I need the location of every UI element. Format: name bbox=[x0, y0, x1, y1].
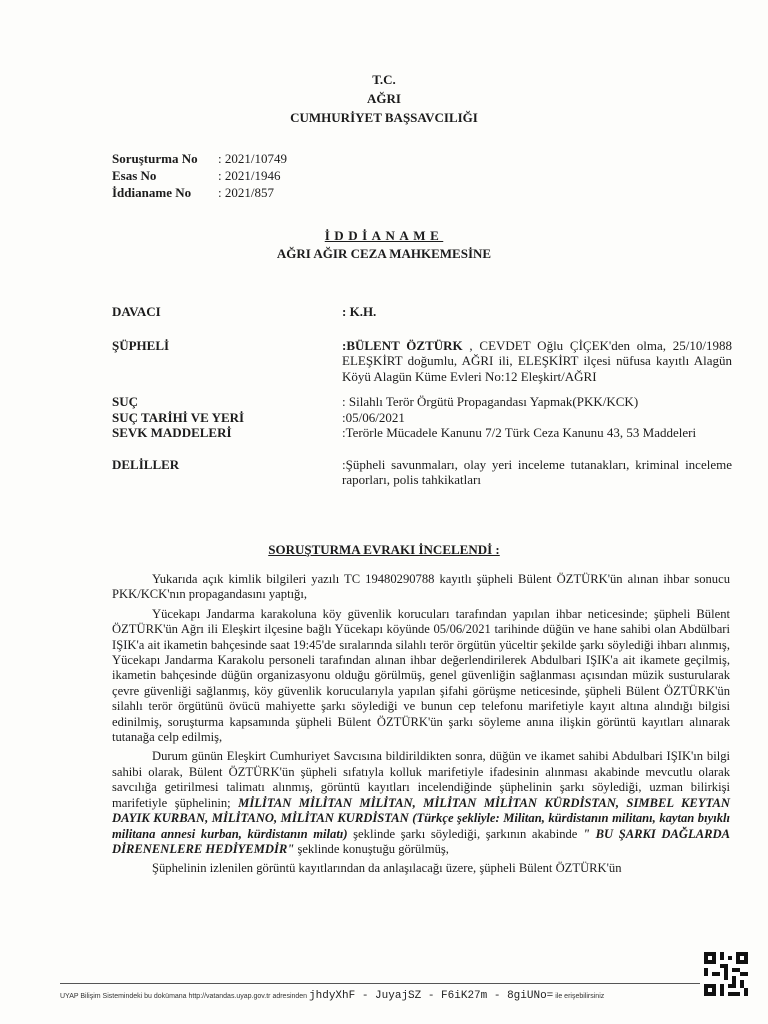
field-value: :Terörle Mücadele Kanunu 7/2 Türk Ceza Kanunu 43, 53 Maddeleri bbox=[342, 425, 697, 440]
section-heading: SORUŞTURMA EVRAKI İNCELENDİ : bbox=[268, 542, 500, 557]
paragraph bbox=[112, 749, 730, 857]
document-body bbox=[112, 572, 730, 881]
ref-row-case bbox=[112, 167, 287, 184]
paragraph-text: şeklinde şarkı söylediği, şarkının akabinde bbox=[347, 826, 583, 841]
footer-suffix: ile erişebilirsiniz bbox=[555, 993, 605, 1000]
field-evidence bbox=[112, 457, 732, 488]
song-lyrics: MİLİTAN MİLİTAN MİLİTAN, MİLİTAN MİLİTAN KÜRDİSTAN, SIMBEL KEYTAN DAYIK KURBAN, MİLİTANO, MİLİTAN KURDİSTAN (Türkçe şekliyle: Militan, kürdistanın militanı, kaytan bıyıklı militana annesi kurban, kürdistanın milatı) bbox=[112, 795, 730, 841]
ref-value: : 2021/10749 bbox=[218, 151, 287, 166]
suspect-details: , CEVDET Oğlu ÇİÇEK'den olma, 25/10/1988 ELEŞKİRT doğumlu, AĞRI ili, ELEŞKİRT ilçesi nüfusa kayıtlı Alagün Köyü Alagün Küme Evleri No:12 Eleşkirt/AĞRI bbox=[342, 337, 732, 384]
paragraph-text: Durum günün Eleşkirt Cumhuriyet Savcısına bildirildikten sonra, düğün ve ikamet sahibi Abdulbari IŞIK'ın bilgi sahibi olarak, Bülent ÖZTÜRK'ün şüpheli sıfatıyla kolluk marifetiyle ifadesinin alınması akabinde mevcutlu olarak savcılığa getirilmesi talimatı alınmış, görüntü kayıtları incelendiğinde şüphelinin şarkı söylediği, uzman bilirkişi marifetiyle şüphelinin; bbox=[112, 749, 730, 810]
field-label: ŞÜPHELİ bbox=[112, 337, 170, 353]
document-title bbox=[0, 227, 768, 263]
footer-divider bbox=[60, 983, 700, 984]
field-label: DELİLLER bbox=[112, 456, 180, 472]
field-articles bbox=[112, 425, 732, 441]
ref-label: Soruşturma No bbox=[112, 151, 198, 166]
field-value: : K.H. bbox=[342, 304, 377, 319]
field-suspect bbox=[112, 338, 732, 385]
suspect-name: :BÜLENT ÖZTÜRK bbox=[342, 337, 463, 353]
field-value: : Silahlı Terör Örgütü Propagandası Yapmak(PKK/KCK) bbox=[342, 394, 639, 409]
field-crime-date bbox=[112, 410, 732, 426]
field-value: :05/06/2021 bbox=[342, 409, 405, 425]
field-value: :Şüpheli savunmaları, olay yeri inceleme tutanakları, kriminal inceleme raporları, polis tahkikatları bbox=[342, 456, 732, 487]
paragraph-text: şeklinde konuştuğu görülmüş, bbox=[294, 841, 449, 856]
header-city: AĞRI bbox=[367, 91, 401, 106]
ref-label: İddianame No bbox=[112, 185, 192, 200]
header-tc: T.C. bbox=[372, 72, 396, 87]
field-label: SUÇ TARİHİ VE YERİ bbox=[112, 409, 245, 425]
ref-row-investigation bbox=[112, 150, 287, 167]
court-name: AĞRI AĞIR CEZA MAHKEMESİNE bbox=[276, 246, 492, 261]
ref-row-indictment bbox=[112, 184, 287, 201]
indictment-title: İDDİANAME bbox=[324, 228, 444, 243]
qr-code-icon bbox=[704, 952, 748, 996]
field-crime bbox=[112, 394, 732, 410]
ref-value: : 2021/1946 bbox=[218, 168, 281, 183]
case-fields bbox=[112, 304, 732, 488]
ref-label: Esas No bbox=[112, 168, 157, 183]
field-label: SEVK MADDELERİ bbox=[112, 425, 232, 440]
paragraph: Şüphelinin izlenilen görüntü kayıtlarından da anlaşılacağı üzere, şüpheli Bülent ÖZTÜRK'ün bbox=[152, 861, 622, 876]
institution-header bbox=[0, 70, 768, 127]
ref-value: : 2021/857 bbox=[218, 185, 274, 200]
verification-code: jhdyXhF - JuyajSZ - F6iK27m - 8giUNo= bbox=[309, 990, 554, 1002]
field-value bbox=[342, 338, 732, 385]
field-label: SUÇ bbox=[112, 394, 139, 409]
quoted-speech: " BU ŞARKI DAĞLARDA DİRENENLERE HEDİYEMDİR" bbox=[112, 826, 730, 856]
header-office: CUMHURİYET BAŞSAVCILIĞI bbox=[290, 110, 478, 125]
field-label: DAVACI bbox=[112, 304, 161, 319]
footer-prefix: UYAP Bilişim Sistemindeki bu dokümana http://vatandas.uyap.gov.tr adresinden bbox=[60, 993, 308, 1000]
uyap-footer bbox=[60, 990, 604, 1002]
paragraph: Yukarıda açık kimlik bilgileri yazılı TC 19480290788 kayıtlı şüpheli Bülent ÖZTÜRK'ün alınan ihbar sonucu PKK/KCK'nın propagandasını yaptığı, bbox=[112, 572, 730, 602]
paragraph: Yücekapı Jandarma karakoluna köy güvenlik korucuları tarafından yapılan ihbar neticesinde; şüpheli Bülent ÖZTÜRK'ün Ağrı ili Eleşkirt ilçesine bağlı Yücekapı köyünde 05/06/2021 tarihinde düğün ve hane sahibi olan Abdülbari IŞIK'a ait ikametin bahçesinde saat 19:45'de sıralarında silahlı terör örgütün yüceltir şekilde şarkı söylediği ihbarı alınmış, Yücekapı Jandarma Karakolu personeli tarafından alınan ihbar değerlendirilerek Abdulbari IŞIK'a ait ikamete geçilmiş, ikametin bahçesinde düğün organizasyonu olduğu görülmüş, genel güvenliğin sağlanması açısından müzik susturularak çevre güvenliği sağlanmış, köy güvenlik korucularıyla yapılan şifahi görüşme neticesinde, şüpheli Bülent ÖZTÜRK'ün silahlı terör örgütünü övücü mahiyette şarkı söylediği ve bunun cep telefonu marifetiyle kayıt altına alındığı bilgisi edinilmiş, soruşturma kapsamında şüpheli Bülent ÖZTÜRK'ün şarkı söyleme anına ilişkin görüntü kayıtları alınarak tutanağa celp edilmiş, bbox=[112, 606, 730, 745]
field-plaintiff bbox=[112, 304, 732, 320]
reference-numbers bbox=[112, 150, 287, 201]
